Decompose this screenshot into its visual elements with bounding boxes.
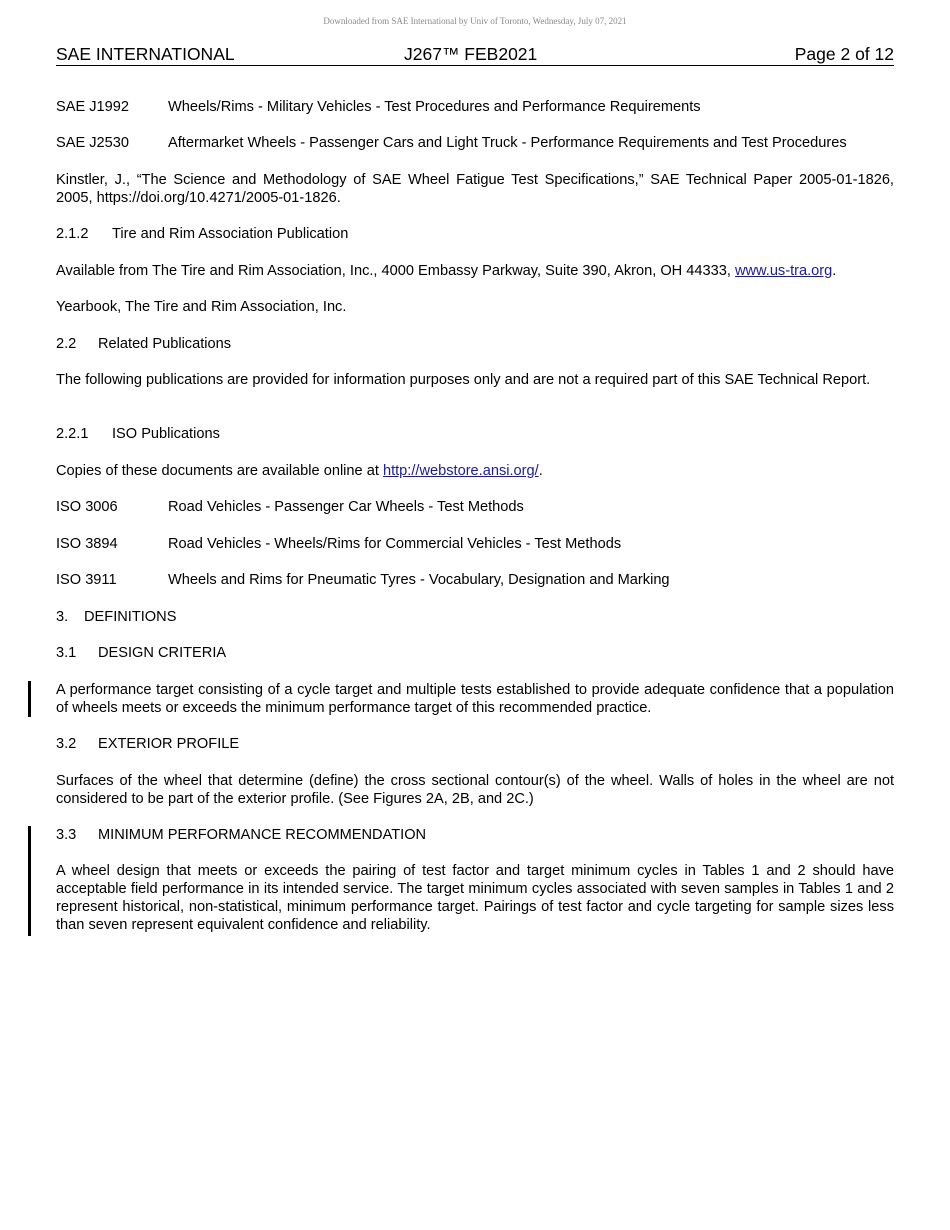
section-number: 3.2 — [56, 736, 77, 752]
section-heading-2-2 — [56, 335, 894, 353]
section-number: 3.3 — [56, 827, 77, 843]
reference-title: Wheels/Rims - Military Vehicles - Test Procedures and Performance Requirements — [168, 99, 701, 115]
reference-entry — [56, 98, 894, 116]
reference-entry — [56, 498, 894, 516]
section-title: MINIMUM PERFORMANCE RECOMMENDATION — [98, 827, 427, 843]
iso-availability-text: Copies of these documents are available online at — [56, 463, 383, 479]
reference-entry — [56, 535, 894, 553]
section-heading-3 — [56, 608, 894, 626]
tra-website-link[interactable]: www.us-tra.org — [734, 263, 833, 279]
reference-code: SAE J1992 — [56, 99, 130, 115]
header-document-id: J267™ FEB2021 — [404, 44, 538, 64]
iso-availability-tail: . — [538, 463, 543, 479]
section-heading-3-3 — [56, 826, 894, 844]
design-criteria-definition: A performance target consisting of a cycle target and multiple tests established to provide adequate confidence that a population of wheels meets or exceeds the minimum performance target of this recommended practice. — [56, 682, 894, 716]
download-watermark: Downloaded from SAE International by Univ of Toronto, Wednesday, July 07, 2021 — [323, 16, 627, 26]
kinstler-citation: Kinstler, J., “The Science and Methodology of SAE Wheel Fatigue Test Specifications,” SAE Technical Paper 2005-01-1826, 2005, https://doi.org/10.4271/2005-01-1826. — [56, 172, 894, 206]
header-organization: SAE INTERNATIONAL — [56, 44, 235, 64]
header-page-number: Page 2 of 12 — [794, 44, 894, 64]
minimum-performance-definition: A wheel design that meets or exceeds the pairing of test factor and target minimum cycles in Tables 1 and 2 should have acceptable field performance in its intended service. The target minimum cycles associated with seven samples in Tables 1 and 2 represent historical, non-statistical, minimum performance target. Pairings of test factor and cycle targeting for sample sizes less than seven represent equivalent confidence and reliability. — [56, 863, 894, 933]
section-heading-3-1 — [56, 644, 894, 662]
section-title: DESIGN CRITERIA — [98, 645, 227, 661]
section-title: EXTERIOR PROFILE — [98, 736, 240, 752]
reference-entry — [56, 571, 894, 589]
reference-entry — [56, 134, 894, 152]
ansi-webstore-link[interactable]: http://webstore.ansi.org/ — [382, 463, 539, 479]
reference-code: SAE J2530 — [56, 135, 130, 151]
reference-title: Road Vehicles - Passenger Car Wheels - Test Methods — [168, 499, 524, 515]
revision-change-bar — [28, 826, 31, 936]
reference-code: ISO 3006 — [56, 499, 118, 515]
yearbook-reference: Yearbook, The Tire and Rim Association, Inc. — [56, 299, 347, 315]
section-heading-2-2-1 — [56, 425, 894, 443]
page-header — [56, 43, 894, 66]
section-number: 2.2 — [56, 336, 77, 352]
section-title: Tire and Rim Association Publication — [112, 226, 349, 242]
reference-title: Wheels and Rims for Pneumatic Tyres - Vocabulary, Designation and Marking — [168, 572, 670, 588]
section-title: ISO Publications — [112, 426, 220, 442]
reference-code: ISO 3894 — [56, 536, 118, 552]
section-number: 3. — [56, 609, 69, 625]
section-title: DEFINITIONS — [84, 609, 177, 625]
revision-change-bar — [28, 681, 31, 717]
reference-title: Aftermarket Wheels - Passenger Cars and Light Truck - Performance Requirements and Test Procedures — [168, 135, 847, 151]
section-number: 3.1 — [56, 645, 77, 661]
tra-availability-text: Available from The Tire and Rim Association, Inc., 4000 Embassy Parkway, Suite 390, Akron, OH 44333, — [56, 263, 735, 279]
section-number: 2.1.2 — [56, 226, 89, 242]
section-title: Related Publications — [98, 336, 232, 352]
iso-availability — [56, 462, 894, 480]
reference-title: Road Vehicles - Wheels/Rims for Commercial Vehicles - Test Methods — [168, 536, 622, 552]
section-number: 2.2.1 — [56, 426, 89, 442]
section-heading-2-1-2 — [56, 225, 894, 243]
tra-availability-tail: . — [832, 263, 837, 279]
related-publications-text: The following publications are provided for information purposes only and are not a required part of this SAE Technical Report. — [56, 372, 871, 388]
section-heading-3-2 — [56, 735, 894, 753]
exterior-profile-definition: Surfaces of the wheel that determine (define) the cross sectional contour(s) of the wheel. Walls of holes in the wheel are not considered to be part of the exterior profile. (See Figures 2A, 2B, and 2C.) — [56, 773, 894, 807]
tra-availability — [56, 262, 894, 280]
reference-code: ISO 3911 — [56, 572, 117, 588]
